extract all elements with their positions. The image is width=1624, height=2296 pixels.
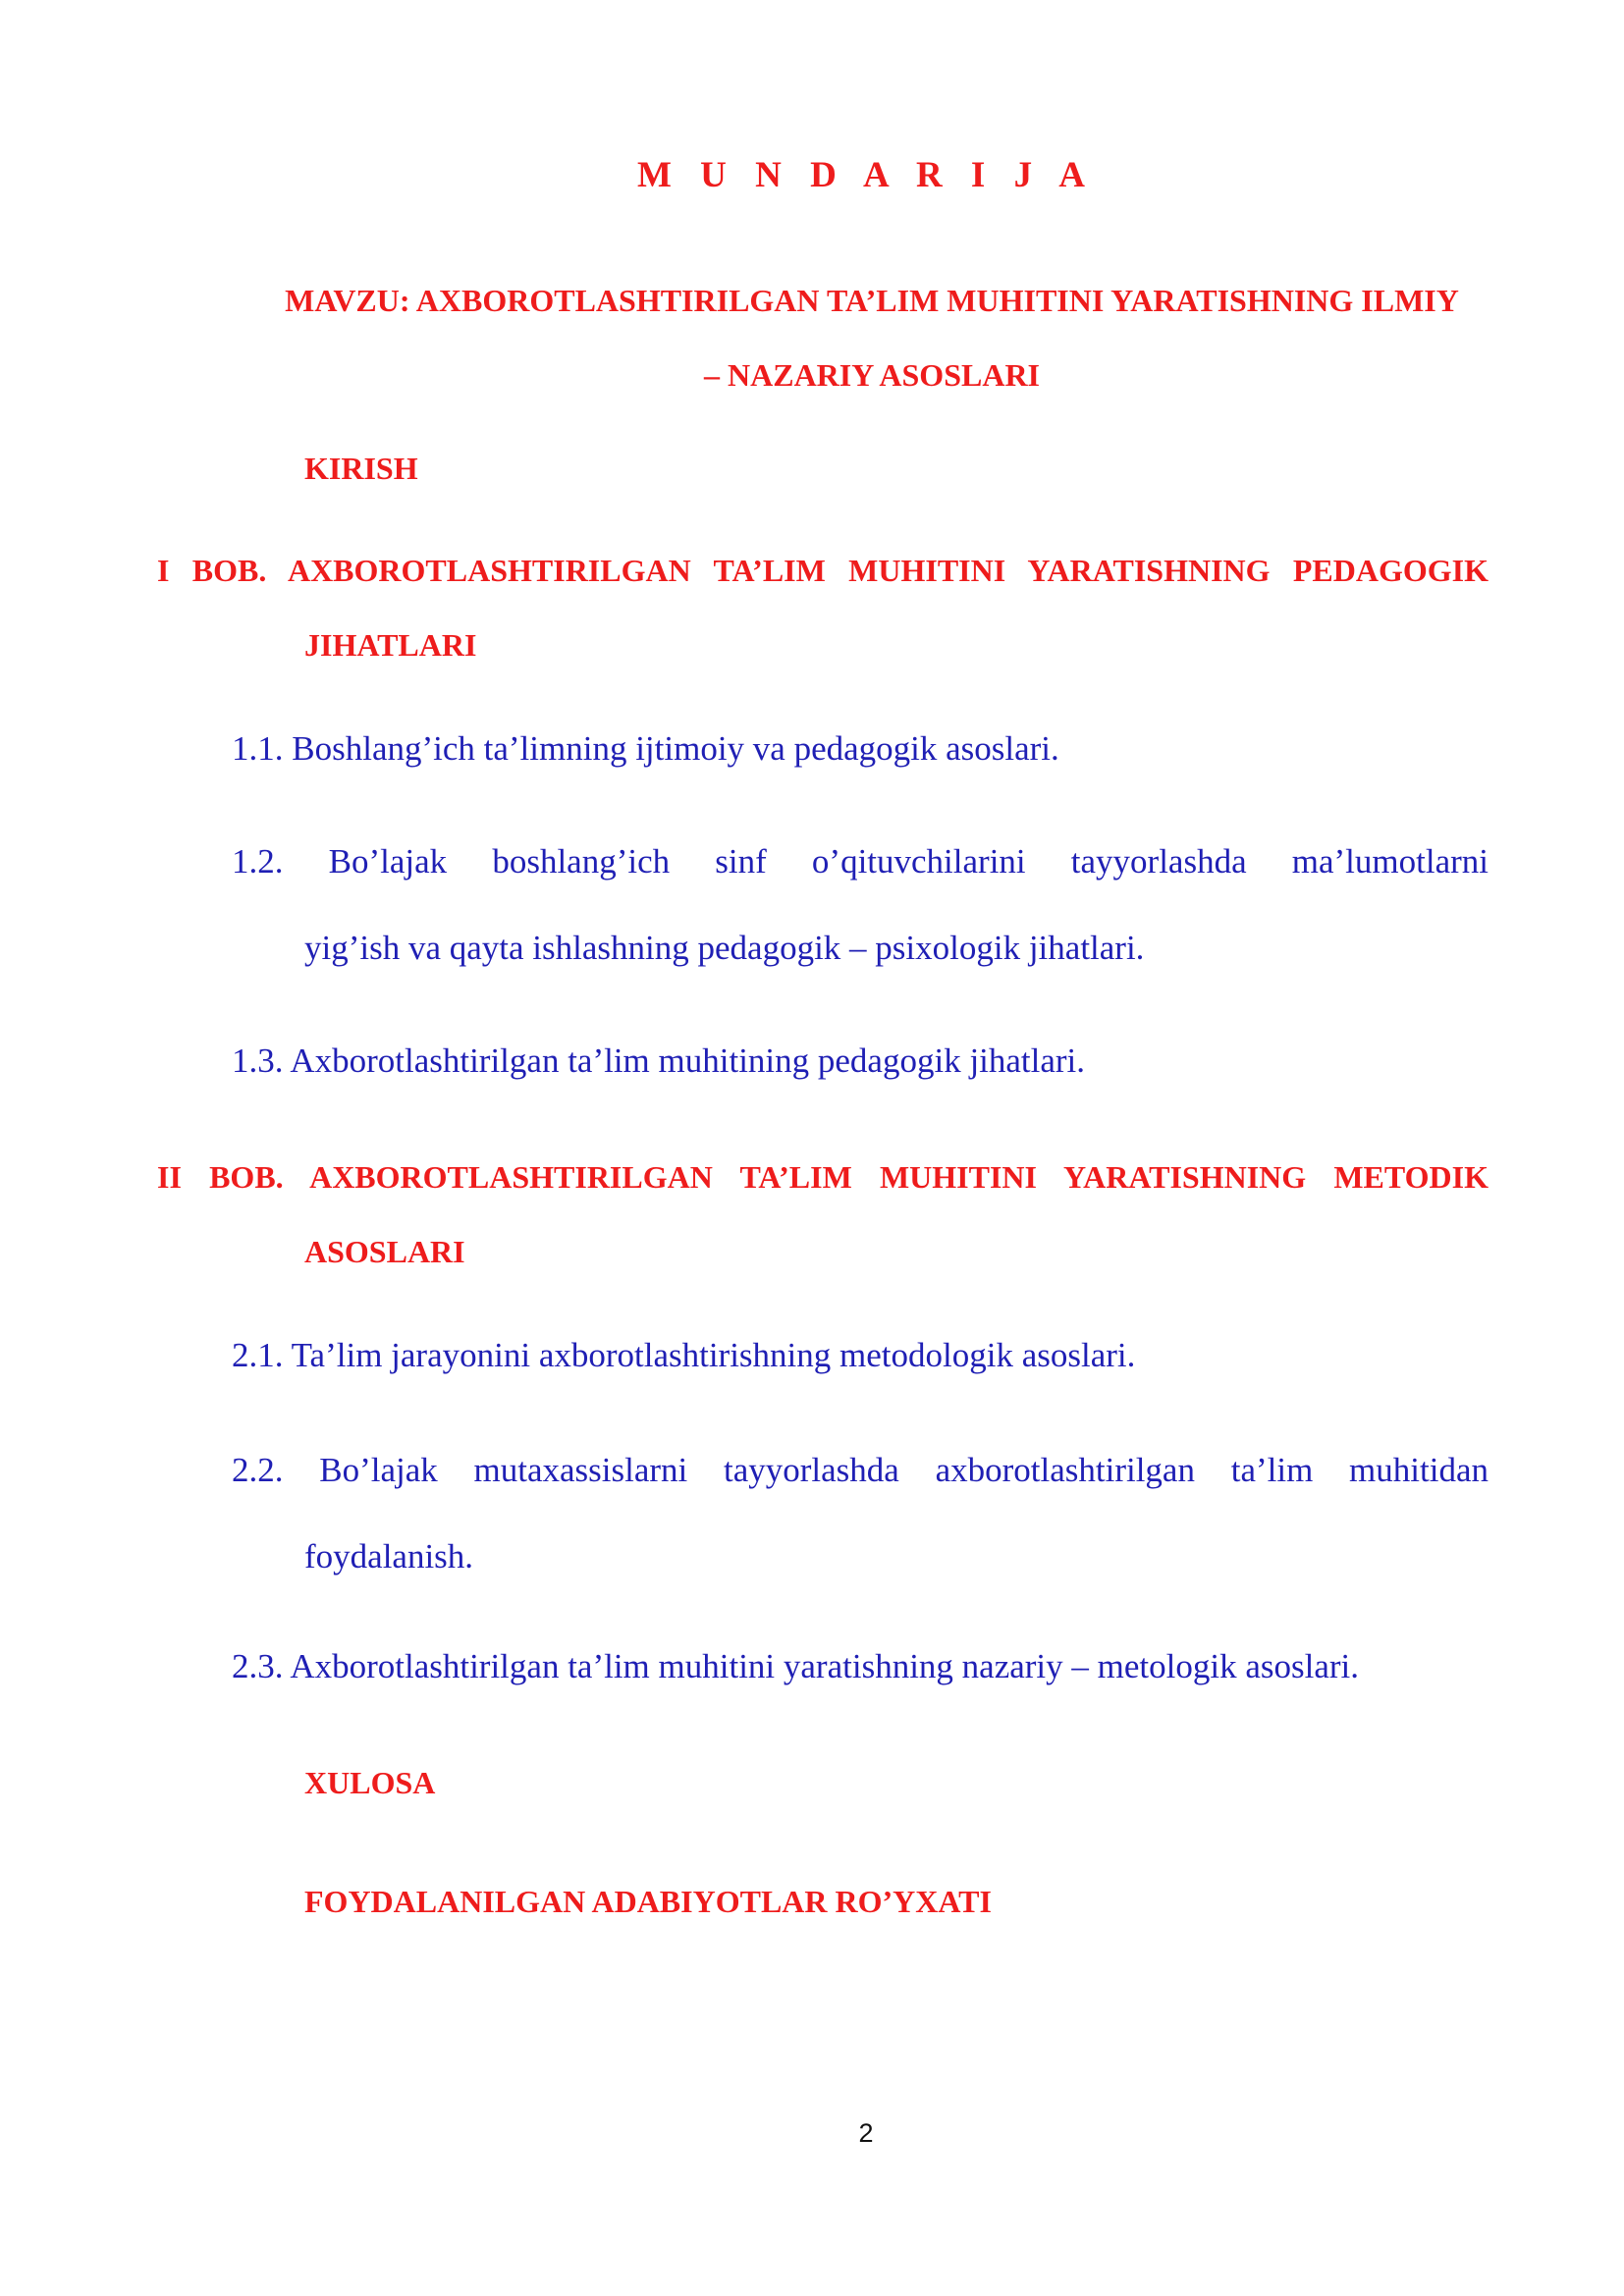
chapter-1-heading	[157, 546, 1489, 669]
section-2-1	[232, 1331, 1489, 1380]
section-1-1	[232, 724, 1489, 774]
section-1-2-title: 1.2. Bo’lajak boshlang’ich sinf o’qituvchilarini tayyorlashda ma’lumotlarni	[232, 842, 1489, 881]
chapter-2-heading	[157, 1152, 1489, 1276]
intro-heading: KIRISH	[304, 451, 418, 486]
chapter-2-title: II BOB. AXBOROTLASHTIRILGAN TA’LIM MUHITINI YARATISHNING METODIK	[157, 1159, 1489, 1195]
page-title: M U N D A R I J A	[636, 155, 1096, 195]
section-1-3-title: 1.3. Axborotlashtirilgan ta’lim muhitining pedagogik jihatlari.	[232, 1041, 1086, 1080]
section-1-2-title-continued: yig’ish va qayta ishlashning pedagogik – psixologik jihatlari.	[304, 929, 1145, 967]
section-1-3	[232, 1037, 1489, 1086]
chapter-2-title-continued: ASOSLARI	[304, 1234, 465, 1269]
section-1-1-title: 1.1. Boshlang’ich ta’limning ijtimoiy va pedagogik asoslari.	[232, 729, 1059, 768]
section-1-2	[232, 837, 1489, 973]
section-2-2	[232, 1446, 1489, 1581]
page-number: 2	[858, 2118, 874, 2148]
section-2-2-title: 2.2. Bo’lajak mutaxassislarni tayyorlashda axborotlashtirilgan ta’lim muhitidan	[232, 1451, 1489, 1489]
topic-line-2: – NAZARIY ASOSLARI	[704, 357, 1040, 393]
section-2-3-title: 2.3. Axborotlashtirilgan ta’lim muhitini yaratishning nazariy – metologik asoslari.	[232, 1647, 1359, 1685]
conclusion-heading: XULOSA	[304, 1765, 436, 1800]
chapter-1-title-continued: JIHATLARI	[304, 627, 477, 663]
section-2-1-title: 2.1. Ta’lim jarayonini axborotlashtirishning metodologik asoslari.	[232, 1336, 1136, 1374]
chapter-1-title: I BOB. AXBOROTLASHTIRILGAN TA’LIM MUHITINI YARATISHNING PEDAGOGIK	[157, 553, 1489, 588]
section-2-2-title-continued: foydalanish.	[304, 1537, 474, 1575]
topic-line-1: MAVZU: AXBOROTLASHTIRILGAN TA’LIM MUHITINI YARATISHNING ILMIY	[285, 283, 1459, 318]
references-heading: FOYDALANILGAN ADABIYOTLAR RO’YXATI	[304, 1884, 992, 1919]
topic-heading	[244, 263, 1500, 412]
section-2-3	[232, 1642, 1489, 1691]
